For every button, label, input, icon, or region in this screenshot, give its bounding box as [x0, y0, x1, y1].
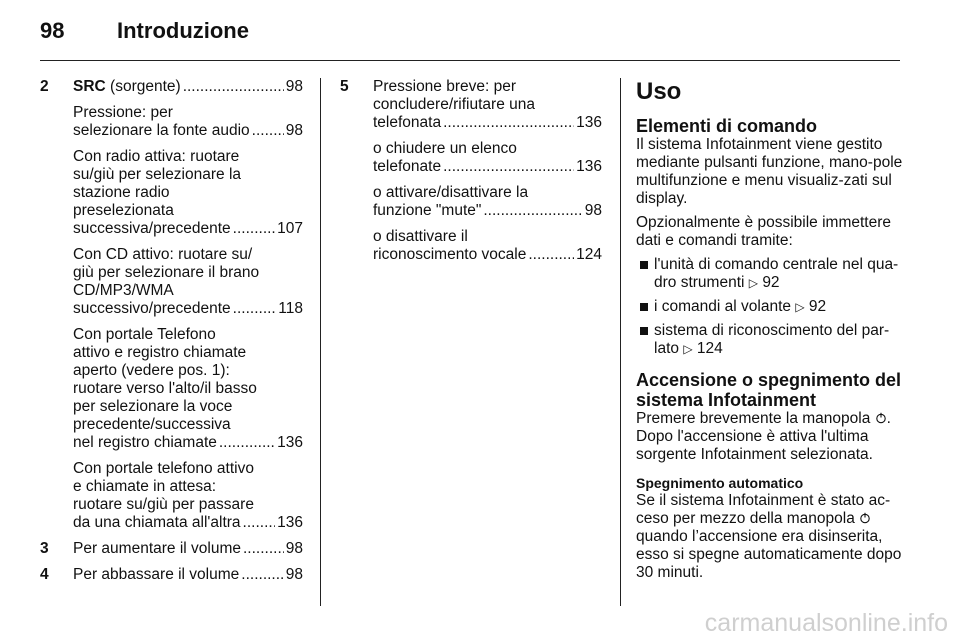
text-line: concludere/rifiutare una — [373, 96, 535, 113]
text-line: precedente/successiva — [73, 416, 231, 433]
entry-paragraph — [373, 228, 602, 264]
column-3 — [636, 78, 906, 588]
text-line: Con radio attiva: ruotare — [73, 148, 240, 165]
page-ref: 136 — [576, 114, 602, 131]
page-ref: 124 — [576, 246, 602, 263]
text-line: giù per selezionare il brano — [73, 264, 260, 281]
bullet-item — [636, 298, 906, 316]
entry-paragraph — [373, 184, 602, 220]
bullet-square-icon — [640, 261, 648, 269]
text-line: da una chiamata all'altra — [73, 514, 241, 531]
entry-paragraph — [73, 104, 303, 140]
text-line: o disattivare il — [373, 228, 468, 245]
entry-number: 2 — [40, 78, 49, 95]
page-ref: 98 — [285, 122, 303, 139]
page-ref: 98 — [285, 566, 303, 583]
text-span: . Dopo l'accensione è attiva l'ultima sorgente Infotainment selezionata. — [636, 410, 891, 463]
text-line: su/giù per selezionare la — [73, 166, 242, 183]
minor-heading: Spegnimento automatico — [636, 475, 804, 491]
control-entry-5 — [340, 78, 602, 264]
power-knob-icon — [875, 412, 887, 424]
text-line: nel registro chiamate — [73, 434, 217, 451]
page-ref: 98 — [285, 78, 303, 95]
subsection-heading-controls: Elementi di comando — [636, 116, 818, 136]
entry-paragraph — [373, 78, 602, 132]
text-line: ruotare verso l'alto/il basso — [73, 380, 257, 397]
page-title: Introduzione — [117, 18, 249, 43]
src-desc: (sorgente) — [105, 78, 181, 95]
page-ref: 136 — [576, 158, 602, 175]
text-line: aperto (vedere pos. 1): — [73, 362, 230, 379]
entry-paragraph — [73, 460, 303, 532]
bullet-square-icon — [640, 327, 648, 335]
control-entry-4 — [40, 566, 303, 584]
page-reference-arrow-icon: ▷ — [683, 342, 693, 356]
column-1 — [40, 78, 303, 592]
page-ref: 107 — [277, 220, 303, 237]
control-entry-3 — [40, 540, 303, 558]
bullet-text: l'unità di comando centrale nel qua-dro strumenti — [654, 256, 899, 291]
page-ref: 98 — [285, 540, 303, 557]
text-line: Per abbassare il volume — [73, 566, 240, 583]
src-label: SRC — [73, 78, 106, 95]
heading-line: Accensione o spegnimento del — [636, 370, 902, 390]
text-line: successivo/precedente — [73, 300, 231, 317]
text-line: Per aumentare il volume — [73, 540, 241, 557]
text-line: telefonata — [373, 114, 442, 131]
subsection-heading-power — [636, 370, 906, 410]
paragraph — [636, 492, 906, 582]
page-ref: 98 — [584, 202, 602, 219]
entry-paragraph — [73, 326, 303, 452]
bullet-item — [636, 322, 906, 358]
bullet-square-icon — [640, 303, 648, 311]
entry-paragraph — [73, 246, 303, 318]
section-heading: Uso — [636, 78, 682, 105]
text-line: CD/MP3/WMA — [73, 282, 174, 299]
text-line: selezionare la fonte audio — [73, 122, 250, 139]
entry-number: 5 — [340, 78, 349, 95]
text-line: telefonate — [373, 158, 442, 175]
bullet-text: i comandi al volante — [654, 298, 791, 315]
text-line: attivo e registro chiamate — [73, 344, 247, 361]
page-ref: 118 — [278, 300, 303, 317]
watermark: carmanualsonline.info — [704, 609, 948, 637]
column-divider-right — [620, 78, 621, 606]
text-span: quando l’accensione era disinserita, esso si spegne automaticamente dopo 30 minuti. — [636, 528, 902, 581]
text-line: Con CD attivo: ruotare su/ — [73, 246, 253, 263]
text-line: successiva/precedente — [73, 220, 231, 237]
text-span: Se il sistema Infotainment è stato ac-ceso per mezzo della manopola — [636, 492, 891, 527]
entry-number: 3 — [40, 540, 49, 557]
entry-paragraph — [73, 148, 303, 238]
control-entry-2 — [40, 78, 303, 532]
entry-number: 4 — [40, 566, 49, 583]
column-2 — [340, 78, 602, 272]
text-line: Pressione breve: per — [373, 78, 517, 95]
paragraph: Opzionalmente è possibile immettere dati e comandi tramite: — [636, 214, 892, 249]
text-line: o attivare/disattivare la — [373, 184, 529, 201]
page-reference-arrow-icon: ▷ — [748, 276, 758, 290]
page-ref: 136 — [277, 514, 303, 531]
text-line: o chiudere un elenco — [373, 140, 517, 157]
text-line: Con portale Telefono — [73, 326, 216, 343]
text-line: e chiamate in attesa: — [73, 478, 217, 495]
page-ref: 92 — [808, 298, 827, 315]
paragraph: Il sistema Infotainment viene gestito mediante pulsanti funzione, mano-pole multifunzione e menu visualiz-zati sul display. — [636, 136, 903, 207]
page-header — [40, 18, 920, 58]
text-line: stazione radio — [73, 184, 170, 201]
page-ref: 124 — [696, 340, 723, 357]
heading-line: sistema Infotainment — [636, 390, 817, 410]
text-line: per selezionare la voce — [73, 398, 233, 415]
page-number: 98 — [40, 18, 65, 43]
text-span: Premere brevemente la manopola — [636, 410, 871, 427]
text-line: funzione "mute" — [373, 202, 482, 219]
text-line: Con portale telefono attivo — [73, 460, 254, 477]
page-ref: 136 — [277, 434, 303, 451]
text-line: preselezionata — [73, 202, 174, 219]
bullet-item — [636, 256, 906, 292]
text-line: ruotare su/giù per passare — [73, 496, 254, 513]
column-divider-left — [320, 78, 321, 606]
text-line: Pressione: per — [73, 104, 173, 121]
text-line: riconoscimento vocale — [373, 246, 527, 263]
paragraph — [636, 410, 906, 464]
page-ref: 92 — [762, 274, 780, 291]
header-rule — [40, 60, 900, 61]
entry-paragraph — [373, 140, 602, 176]
power-knob-icon — [859, 512, 871, 524]
bullet-text: sistema di riconoscimento del par-lato — [654, 322, 890, 357]
page-reference-arrow-icon: ▷ — [795, 300, 805, 314]
